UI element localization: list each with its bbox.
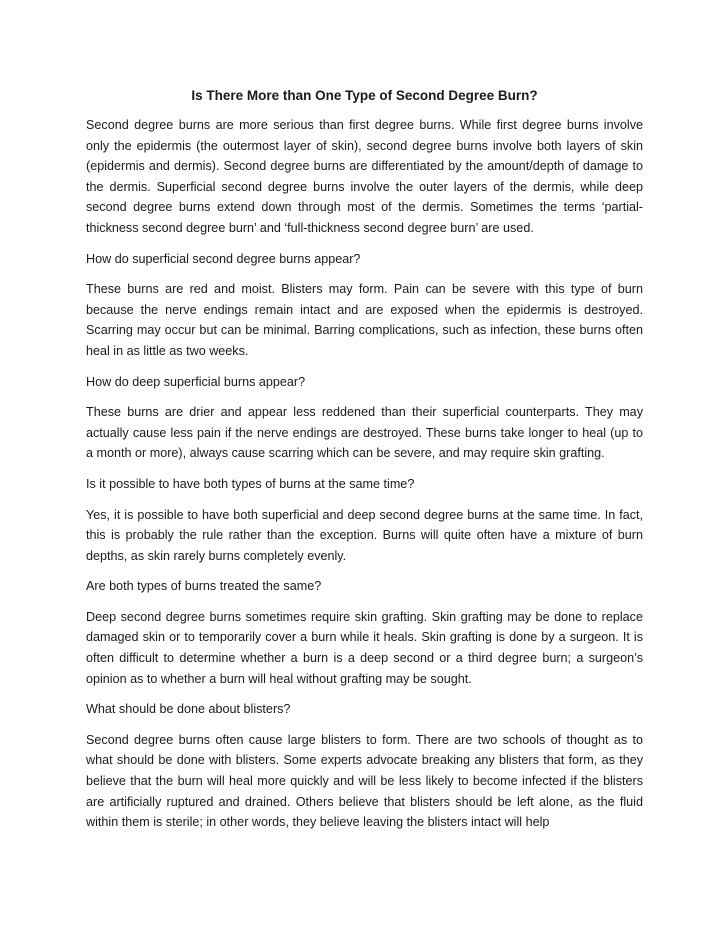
document-title: Is There More than One Type of Second Degree Burn? [191, 88, 538, 103]
question-deep-appearance: How do deep superficial burns appear? [86, 374, 306, 389]
question-treatment: Are both types of burns treated the same? [86, 579, 322, 594]
paragraph-both-types: Yes, it is possible to have both superficial and deep second degree burns at the same time. In fact, this is probably the rule rather than the exception. Burns will quite often have a mixture of burn depths, as skin rarely burns completely evenly. [86, 507, 643, 563]
paragraph-treatment: Deep second degree burns sometimes require skin grafting. Skin grafting may be done to replace damaged skin or to temporarily cover a burn while it heals. Skin grafting is done by a surgeon. It is often difficult to determine whether a burn is a deep second or a third degree burn; a surgeon’s opinion as to whether a burn will heal without grafting may be sought. [86, 609, 643, 686]
paragraph-deep-appearance: These burns are drier and appear less reddened than their superficial counterparts. They may actually cause less pain if the nerve endings are destroyed. These burns take longer to heal (up to a month or more), always cause scarring which can be severe, and may require skin grafting. [86, 405, 643, 461]
question-blisters: What should be done about blisters? [86, 702, 291, 717]
paragraph-blisters: Second degree burns often cause large blisters to form. There are two schools of thought as to what should be done with blisters. Some experts advocate breaking any blisters that form, as they believe that the burn will heal more quickly and will be less likely to become infected if the blisters are artificially ruptured and drained. Others believe that blisters should be left alone, as the fluid within them is sterile; in other words, they believe leaving the blisters intact will help [86, 732, 643, 830]
question-superficial-appearance: How do superficial second degree burns appear? [86, 251, 361, 266]
question-both-types: Is it possible to have both types of burns at the same time? [86, 476, 415, 491]
document-page [86, 86, 643, 843]
paragraph-intro: Second degree burns are more serious than first degree burns. While first degree burns involve only the epidermis (the outermost layer of skin), second degree burns involve both layers of skin (epidermis and dermis). Second degree burns are differentiated by the amount/depth of damage to the dermis. Superficial second degree burns involve the outer layers of the dermis, while deep second degree burns extend down through most of the dermis. Sometimes the terms ‘partial-thickness second degree burn’ and ‘full-thickness second degree burn’ are used. [86, 118, 643, 235]
paragraph-superficial-appearance: These burns are red and moist. Blisters may form. Pain can be severe with this type of burn because the nerve endings remain intact and are exposed when the epidermis is destroyed. Scarring may occur but can be minimal. Barring complications, such as infection, these burns often heal in as little as two weeks. [86, 282, 643, 358]
